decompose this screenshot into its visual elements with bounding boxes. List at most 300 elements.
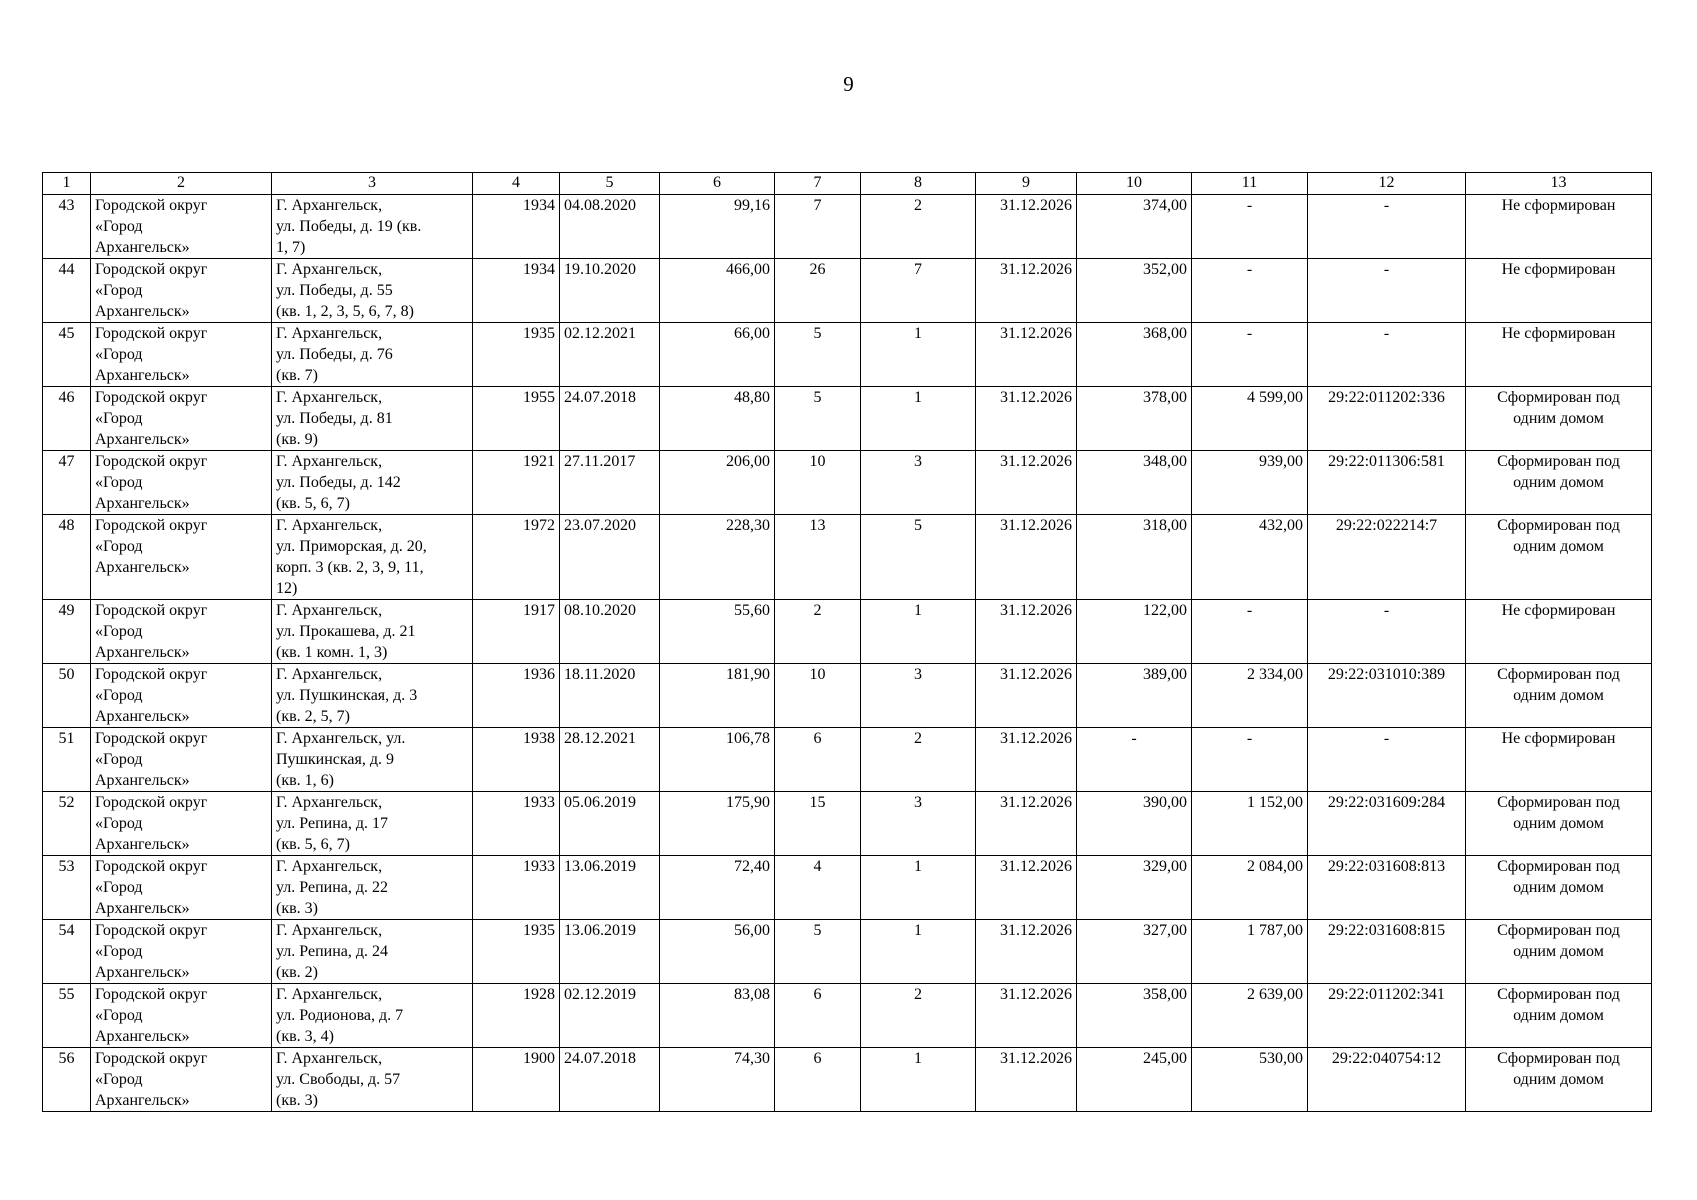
apartments-text: 1 <box>914 922 922 939</box>
residents-text: 6 <box>813 986 822 1003</box>
table-row <box>43 259 1652 323</box>
municipality-cell <box>91 920 272 984</box>
cadastral-number-text: - <box>1383 261 1390 278</box>
cadastral-number-text: - <box>1383 730 1390 747</box>
cost-text: 358,00 <box>1143 986 1187 1003</box>
cadastral-number-text: 29:22:031608:813 <box>1327 858 1446 875</box>
column-header-9: 9 <box>976 173 1077 195</box>
cost-cell <box>1077 451 1192 515</box>
apartments-text: 1 <box>914 389 922 406</box>
municipality-text: Городской округ «Город Архангельск» <box>95 858 208 917</box>
address-text: Г. Архангельск, ул. Победы, д. 76 (кв. 7) <box>276 325 393 384</box>
year-built-cell <box>473 920 560 984</box>
cost-text: 390,00 <box>1143 794 1187 811</box>
planned-date-cell <box>976 600 1077 664</box>
emergency-date-text: 23.07.2020 <box>564 517 636 534</box>
apartments-text: 1 <box>914 1050 922 1067</box>
table-body <box>43 195 1652 1112</box>
column-header-6: 6 <box>660 173 775 195</box>
address-cell <box>272 792 473 856</box>
land-status-cell <box>1466 600 1652 664</box>
municipality-cell <box>91 195 272 259</box>
land-status-text: Сформирован под одним домом <box>1497 1050 1620 1088</box>
cost-cell <box>1077 984 1192 1048</box>
area-cell <box>660 920 775 984</box>
municipality-cell <box>91 600 272 664</box>
land-status-text: Не сформирован <box>1501 261 1616 278</box>
cost-text: 374,00 <box>1143 197 1187 214</box>
residents-cell <box>775 600 861 664</box>
row-number-cell <box>43 387 91 451</box>
area-text: 72,40 <box>734 858 770 875</box>
address-cell <box>272 984 473 1048</box>
residents-cell <box>775 259 861 323</box>
area-text: 83,08 <box>734 986 770 1003</box>
year-built-text: 1934 <box>523 197 555 214</box>
column-header-13: 13 <box>1466 173 1652 195</box>
cost-cell <box>1077 259 1192 323</box>
row-number-text: 46 <box>58 389 75 406</box>
address-cell <box>272 195 473 259</box>
address-text: Г. Архангельск, ул. Прокашева, д. 21 (кв. 1 комн. 1, 3) <box>276 602 416 661</box>
year-built-text: 1938 <box>523 730 555 747</box>
planned-date-cell <box>976 792 1077 856</box>
row-number-text: 48 <box>58 517 75 534</box>
residents-cell <box>775 451 861 515</box>
emergency-date-cell <box>560 195 660 259</box>
emergency-date-cell <box>560 387 660 451</box>
land-area-cell <box>1192 984 1308 1048</box>
column-header-5: 5 <box>560 173 660 195</box>
residents-text: 6 <box>813 730 822 747</box>
land-area-text: 432,00 <box>1259 517 1303 534</box>
address-cell <box>272 515 473 600</box>
cadastral-number-cell <box>1308 984 1466 1048</box>
land-area-cell <box>1192 323 1308 387</box>
land-area-cell <box>1192 259 1308 323</box>
apartments-cell <box>861 792 976 856</box>
planned-date-text: 31.12.2026 <box>1000 261 1072 278</box>
area-text: 181,90 <box>726 666 770 683</box>
residents-cell <box>775 323 861 387</box>
area-cell <box>660 600 775 664</box>
residents-text: 5 <box>813 325 822 342</box>
municipality-cell <box>91 515 272 600</box>
land-status-cell <box>1466 195 1652 259</box>
column-header-1: 1 <box>43 173 91 195</box>
column-header-11: 11 <box>1192 173 1308 195</box>
apartments-text: 1 <box>914 602 922 619</box>
area-cell <box>660 728 775 792</box>
cadastral-number-cell <box>1308 515 1466 600</box>
residents-text: 13 <box>809 517 826 534</box>
land-status-cell <box>1466 1048 1652 1112</box>
apartments-cell <box>861 664 976 728</box>
area-text: 175,90 <box>726 794 770 811</box>
planned-date-cell <box>976 259 1077 323</box>
area-text: 48,80 <box>734 389 770 406</box>
apartments-cell <box>861 451 976 515</box>
apartments-text: 2 <box>914 197 922 214</box>
area-cell <box>660 856 775 920</box>
apartments-text: 3 <box>914 794 922 811</box>
cadastral-number-cell <box>1308 451 1466 515</box>
emergency-date-cell <box>560 600 660 664</box>
land-area-cell <box>1192 387 1308 451</box>
cadastral-number-text: 29:22:011306:581 <box>1328 453 1445 470</box>
apartments-text: 1 <box>914 858 922 875</box>
planned-date-text: 31.12.2026 <box>1000 602 1072 619</box>
municipality-text: Городской округ «Город Архангельск» <box>95 453 208 512</box>
table-row <box>43 387 1652 451</box>
year-built-cell <box>473 984 560 1048</box>
area-cell <box>660 1048 775 1112</box>
apartments-cell <box>861 515 976 600</box>
apartments-text: 3 <box>914 453 922 470</box>
area-text: 55,60 <box>734 602 770 619</box>
land-area-cell <box>1192 728 1308 792</box>
address-text: Г. Архангельск, ул. Репина, д. 17 (кв. 5, 6, 7) <box>276 794 388 853</box>
land-area-cell <box>1192 600 1308 664</box>
emergency-date-text: 27.11.2017 <box>564 453 636 470</box>
land-area-text: - <box>1246 730 1253 747</box>
address-cell <box>272 920 473 984</box>
cadastral-number-text: - <box>1383 197 1390 214</box>
area-cell <box>660 387 775 451</box>
emergency-date-text: 04.08.2020 <box>564 197 636 214</box>
cost-cell <box>1077 792 1192 856</box>
planned-date-cell <box>976 1048 1077 1112</box>
land-status-cell <box>1466 984 1652 1048</box>
area-cell <box>660 451 775 515</box>
year-built-cell <box>473 259 560 323</box>
cost-cell <box>1077 664 1192 728</box>
cost-text: 378,00 <box>1143 389 1187 406</box>
row-number-text: 44 <box>58 261 75 278</box>
land-status-text: Сформирован под одним домом <box>1497 389 1620 427</box>
column-header-8: 8 <box>861 173 976 195</box>
land-area-cell <box>1192 920 1308 984</box>
row-number-text: 43 <box>58 197 75 214</box>
planned-date-cell <box>976 515 1077 600</box>
land-status-cell <box>1466 259 1652 323</box>
cadastral-number-text: - <box>1383 325 1390 342</box>
residents-cell <box>775 664 861 728</box>
year-built-cell <box>473 515 560 600</box>
area-cell <box>660 792 775 856</box>
apartments-cell <box>861 984 976 1048</box>
emergency-date-cell <box>560 792 660 856</box>
address-cell <box>272 387 473 451</box>
cadastral-number-cell <box>1308 920 1466 984</box>
address-cell <box>272 323 473 387</box>
row-number-cell <box>43 600 91 664</box>
residents-text: 5 <box>813 389 822 406</box>
emergency-date-cell <box>560 728 660 792</box>
address-text: Г. Архангельск, ул. Свободы, д. 57 (кв. 3) <box>276 1050 401 1109</box>
table-row <box>43 664 1652 728</box>
address-text: Г. Архангельск, ул. Победы, д. 142 (кв. 5, 6, 7) <box>276 453 401 512</box>
address-text: Г. Архангельск, ул. Репина, д. 24 (кв. 2) <box>276 922 388 981</box>
area-text: 99,16 <box>734 197 770 214</box>
emergency-date-text: 24.07.2018 <box>564 389 636 406</box>
cost-text: 368,00 <box>1143 325 1187 342</box>
year-built-cell <box>473 664 560 728</box>
row-number-text: 50 <box>58 666 75 683</box>
planned-date-text: 31.12.2026 <box>1000 794 1072 811</box>
residents-cell <box>775 920 861 984</box>
row-number-cell <box>43 920 91 984</box>
row-number-cell <box>43 1048 91 1112</box>
land-status-text: Не сформирован <box>1501 730 1616 747</box>
land-status-cell <box>1466 451 1652 515</box>
address-cell <box>272 1048 473 1112</box>
cost-cell <box>1077 1048 1192 1112</box>
municipality-cell <box>91 387 272 451</box>
land-area-text: 2 334,00 <box>1247 666 1303 683</box>
column-header-4: 4 <box>473 173 560 195</box>
header-row <box>43 173 1652 195</box>
cadastral-number-text: - <box>1383 602 1390 619</box>
apartments-text: 2 <box>914 730 922 747</box>
planned-date-text: 31.12.2026 <box>1000 922 1072 939</box>
residents-cell <box>775 1048 861 1112</box>
residents-text: 10 <box>809 453 826 470</box>
row-number-cell <box>43 984 91 1048</box>
apartments-text: 3 <box>914 666 922 683</box>
year-built-text: 1933 <box>523 794 555 811</box>
land-area-cell <box>1192 451 1308 515</box>
cost-text: 352,00 <box>1143 261 1187 278</box>
emergency-date-cell <box>560 323 660 387</box>
municipality-text: Городской округ «Город Архангельск» <box>95 922 208 981</box>
municipality-cell <box>91 259 272 323</box>
municipality-cell <box>91 792 272 856</box>
page-number: 9 <box>843 72 854 96</box>
emergency-date-text: 05.06.2019 <box>564 794 636 811</box>
row-number-cell <box>43 259 91 323</box>
row-number-text: 51 <box>58 730 75 747</box>
land-area-cell <box>1192 664 1308 728</box>
cost-text: 245,00 <box>1143 1050 1187 1067</box>
planned-date-cell <box>976 856 1077 920</box>
planned-date-text: 31.12.2026 <box>1000 325 1072 342</box>
year-built-text: 1934 <box>523 261 555 278</box>
land-area-text: 4 599,00 <box>1247 389 1303 406</box>
residents-cell <box>775 515 861 600</box>
land-status-text: Сформирован под одним домом <box>1497 986 1620 1024</box>
land-area-text: 2 639,00 <box>1247 986 1303 1003</box>
apartments-text: 7 <box>914 261 922 278</box>
residents-text: 7 <box>813 197 822 214</box>
residents-cell <box>775 984 861 1048</box>
cost-text: 122,00 <box>1143 602 1187 619</box>
planned-date-cell <box>976 387 1077 451</box>
cadastral-number-text: 29:22:031608:815 <box>1327 922 1446 939</box>
land-status-cell <box>1466 920 1652 984</box>
year-built-text: 1928 <box>523 986 555 1003</box>
emergency-date-cell <box>560 984 660 1048</box>
land-status-cell <box>1466 387 1652 451</box>
residents-text: 2 <box>813 602 822 619</box>
year-built-cell <box>473 323 560 387</box>
emergency-date-text: 28.12.2021 <box>564 730 636 747</box>
municipality-text: Городской округ «Город Архангельск» <box>95 261 208 320</box>
year-built-cell <box>473 387 560 451</box>
cost-cell <box>1077 195 1192 259</box>
municipality-cell <box>91 451 272 515</box>
land-area-text: 1 152,00 <box>1247 794 1303 811</box>
area-cell <box>660 259 775 323</box>
area-cell <box>660 664 775 728</box>
year-built-cell <box>473 195 560 259</box>
municipality-text: Городской округ «Город Архангельск» <box>95 1050 208 1109</box>
land-status-text: Сформирован под одним домом <box>1497 517 1620 555</box>
cadastral-number-cell <box>1308 387 1466 451</box>
year-built-text: 1933 <box>523 858 555 875</box>
year-built-text: 1917 <box>523 602 555 619</box>
year-built-text: 1935 <box>523 922 555 939</box>
residents-text: 15 <box>809 794 826 811</box>
municipality-text: Городской округ «Город Архангельск» <box>95 666 208 725</box>
address-cell <box>272 600 473 664</box>
planned-date-text: 31.12.2026 <box>1000 730 1072 747</box>
emergency-date-cell <box>560 664 660 728</box>
cost-cell <box>1077 323 1192 387</box>
address-text: Г. Архангельск, ул. Пушкинская, д. 3 (кв. 2, 5, 7) <box>276 666 418 725</box>
emergency-date-text: 13.06.2019 <box>564 858 636 875</box>
planned-date-cell <box>976 451 1077 515</box>
apartments-text: 2 <box>914 986 922 1003</box>
land-status-cell <box>1466 792 1652 856</box>
row-number-text: 49 <box>58 602 75 619</box>
land-status-text: Сформирован под одним домом <box>1497 453 1620 491</box>
land-area-text: 2 084,00 <box>1247 858 1303 875</box>
emergency-date-cell <box>560 1048 660 1112</box>
land-area-cell <box>1192 195 1308 259</box>
land-status-text: Не сформирован <box>1501 602 1616 619</box>
planned-date-text: 31.12.2026 <box>1000 1050 1072 1067</box>
residents-text: 26 <box>809 261 826 278</box>
land-status-cell <box>1466 323 1652 387</box>
cost-cell <box>1077 920 1192 984</box>
area-cell <box>660 984 775 1048</box>
area-cell <box>660 323 775 387</box>
cadastral-number-cell <box>1308 259 1466 323</box>
land-status-cell <box>1466 515 1652 600</box>
area-text: 466,00 <box>726 261 770 278</box>
planned-date-cell <box>976 323 1077 387</box>
land-area-text: 1 787,00 <box>1247 922 1303 939</box>
planned-date-text: 31.12.2026 <box>1000 986 1072 1003</box>
emergency-date-text: 19.10.2020 <box>564 261 636 278</box>
apartments-cell <box>861 323 976 387</box>
table-row <box>43 792 1652 856</box>
year-built-cell <box>473 856 560 920</box>
year-built-cell <box>473 1048 560 1112</box>
apartments-cell <box>861 259 976 323</box>
column-header-7: 7 <box>775 173 861 195</box>
address-text: Г. Архангельск, ул. Репина, д. 22 (кв. 3) <box>276 858 388 917</box>
residents-text: 5 <box>813 922 822 939</box>
address-cell <box>272 451 473 515</box>
row-number-text: 52 <box>58 794 75 811</box>
municipality-text: Городской округ «Город Архангельск» <box>95 602 208 661</box>
table-row <box>43 515 1652 600</box>
cadastral-number-cell <box>1308 323 1466 387</box>
land-status-cell <box>1466 856 1652 920</box>
table-row <box>43 323 1652 387</box>
land-status-text: Не сформирован <box>1501 325 1616 342</box>
apartments-text: 5 <box>914 517 922 534</box>
column-header-3: 3 <box>272 173 473 195</box>
municipality-cell <box>91 984 272 1048</box>
cadastral-number-cell <box>1308 664 1466 728</box>
municipality-cell <box>91 664 272 728</box>
planned-date-cell <box>976 920 1077 984</box>
residents-cell <box>775 728 861 792</box>
land-status-text: Сформирован под одним домом <box>1497 666 1620 704</box>
municipality-cell <box>91 1048 272 1112</box>
land-area-text: - <box>1246 261 1253 278</box>
area-cell <box>660 515 775 600</box>
apartments-cell <box>861 728 976 792</box>
land-area-text: 939,00 <box>1259 453 1303 470</box>
land-status-cell <box>1466 728 1652 792</box>
address-cell <box>272 728 473 792</box>
municipality-text: Городской округ «Город Архангельск» <box>95 986 208 1045</box>
land-status-text: Сформирован под одним домом <box>1497 922 1620 960</box>
residents-text: 4 <box>813 858 822 875</box>
land-area-cell <box>1192 515 1308 600</box>
cadastral-number-cell <box>1308 856 1466 920</box>
residents-cell <box>775 856 861 920</box>
table-row <box>43 195 1652 259</box>
residents-text: 10 <box>809 666 826 683</box>
year-built-text: 1900 <box>523 1050 555 1067</box>
municipality-text: Городской округ «Город Архангельск» <box>95 197 208 256</box>
row-number-cell <box>43 195 91 259</box>
planned-date-text: 31.12.2026 <box>1000 666 1072 683</box>
municipality-text: Городской округ «Город Архангельск» <box>95 730 208 789</box>
area-text: 106,78 <box>726 730 770 747</box>
apartments-cell <box>861 600 976 664</box>
cadastral-number-text: 29:22:040754:12 <box>1331 1050 1442 1067</box>
emergency-date-text: 18.11.2020 <box>564 666 636 683</box>
cadastral-number-text: 29:22:031010:389 <box>1327 666 1446 683</box>
apartments-cell <box>861 920 976 984</box>
table-row <box>43 1048 1652 1112</box>
area-text: 74,30 <box>734 1050 770 1067</box>
planned-date-text: 31.12.2026 <box>1000 389 1072 406</box>
cost-cell <box>1077 856 1192 920</box>
row-number-text: 45 <box>58 325 75 342</box>
cadastral-number-text: 29:22:031609:284 <box>1327 794 1446 811</box>
emergency-date-text: 02.12.2021 <box>564 325 636 342</box>
municipality-cell <box>91 856 272 920</box>
apartments-cell <box>861 387 976 451</box>
address-cell <box>272 664 473 728</box>
municipality-text: Городской округ «Город Архангельск» <box>95 794 208 853</box>
row-number-cell <box>43 792 91 856</box>
emergency-date-cell <box>560 515 660 600</box>
cost-text: - <box>1131 730 1137 747</box>
apartments-text: 1 <box>914 325 922 342</box>
planned-date-cell <box>976 984 1077 1048</box>
address-text: Г. Архангельск, ул. Победы, д. 19 (кв. 1, 7) <box>276 197 422 256</box>
emergency-date-cell <box>560 259 660 323</box>
land-status-cell <box>1466 664 1652 728</box>
